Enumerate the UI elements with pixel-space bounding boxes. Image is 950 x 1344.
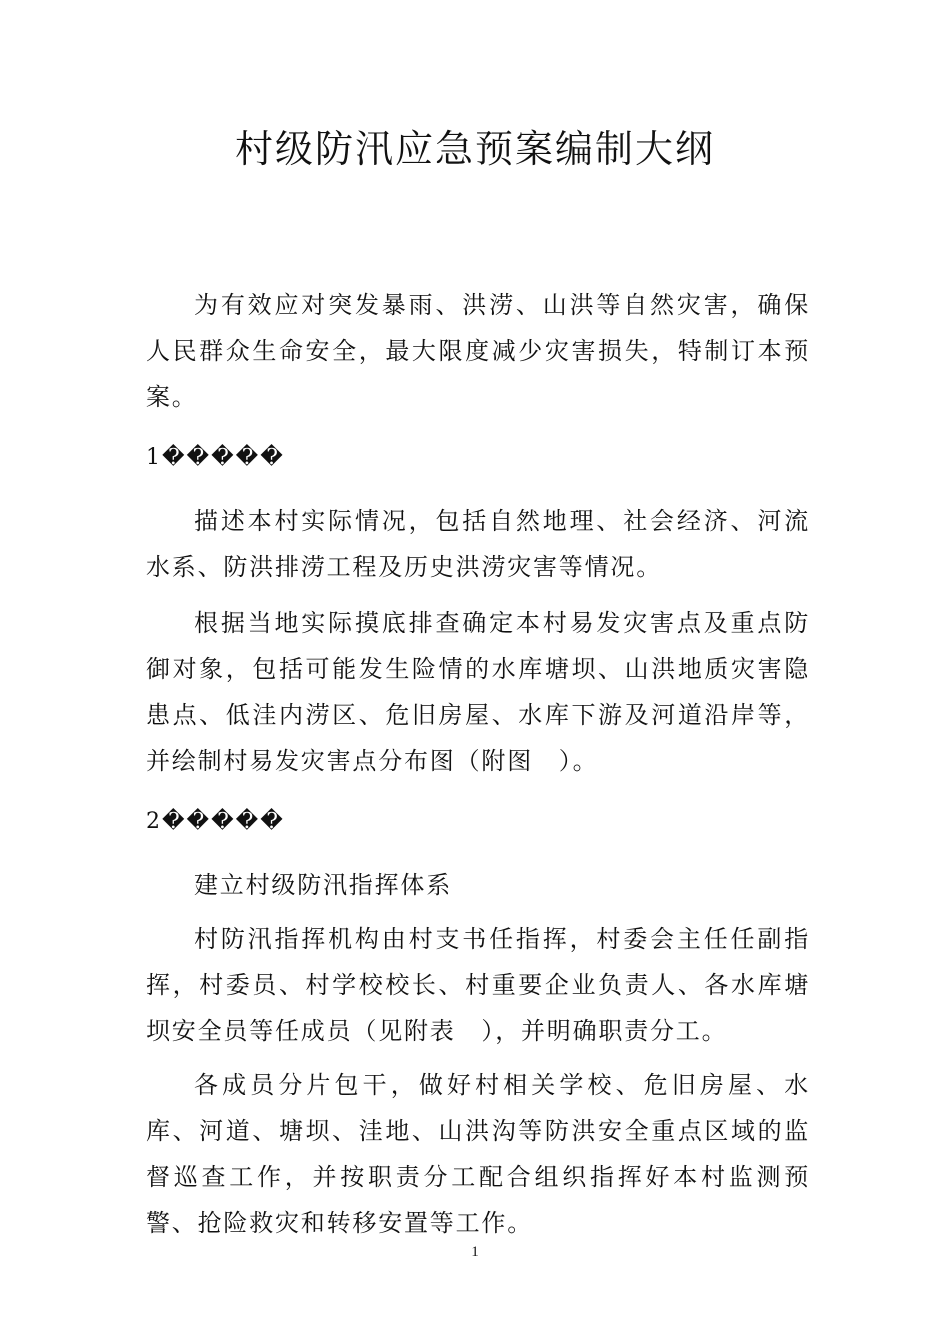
document-body: [146, 282, 810, 1246]
section-2-heading: 2�����: [146, 809, 285, 834]
section-1-paragraph-2: 根据当地实际摸底排查确定本村易发灾害点及重点防御对象，包括可能发生险情的水库塘坝、山洪地质灾害隐患点、低洼内涝区、危旧房屋、水库下游及河道沿岸等，并绘制村易发灾害点分布图（附图 ）。: [146, 609, 810, 775]
section-2-paragraph-3: 各成员分片包干，做好村相关学校、危旧房屋、水库、河道、塘坝、洼地、山洪沟等防洪安全重点区域的监督巡查工作，并按职责分工配合组织指挥好本村监测预警、抢险救灾和转移安置等工作。: [146, 1071, 810, 1237]
page-number: 1: [471, 1244, 479, 1260]
intro-paragraph: 为有效应对突发暴雨、洪涝、山洪等自然灾害，确保人民群众生命安全，最大限度减少灾害损失，特制订本预案。: [146, 291, 810, 411]
section-2-paragraph-2: 村防汛指挥机构由村支书任指挥，村委会主任任副指挥，村委员、村学校校长、村重要企业负责人、各水库塘坝安全员等任成员（见附表 ），并明确职责分工。: [146, 925, 810, 1045]
section-2-paragraph-1: 建立村级防汛指挥体系: [194, 871, 452, 899]
section-1-paragraph-1: 描述本村实际情况，包括自然地理、社会经济、河流水系、防洪排涝工程及历史洪涝灾害等情况。: [146, 507, 810, 581]
section-1-heading: 1�����: [146, 445, 285, 470]
document-title: 村级防汛应急预案编制大纲: [234, 127, 715, 171]
